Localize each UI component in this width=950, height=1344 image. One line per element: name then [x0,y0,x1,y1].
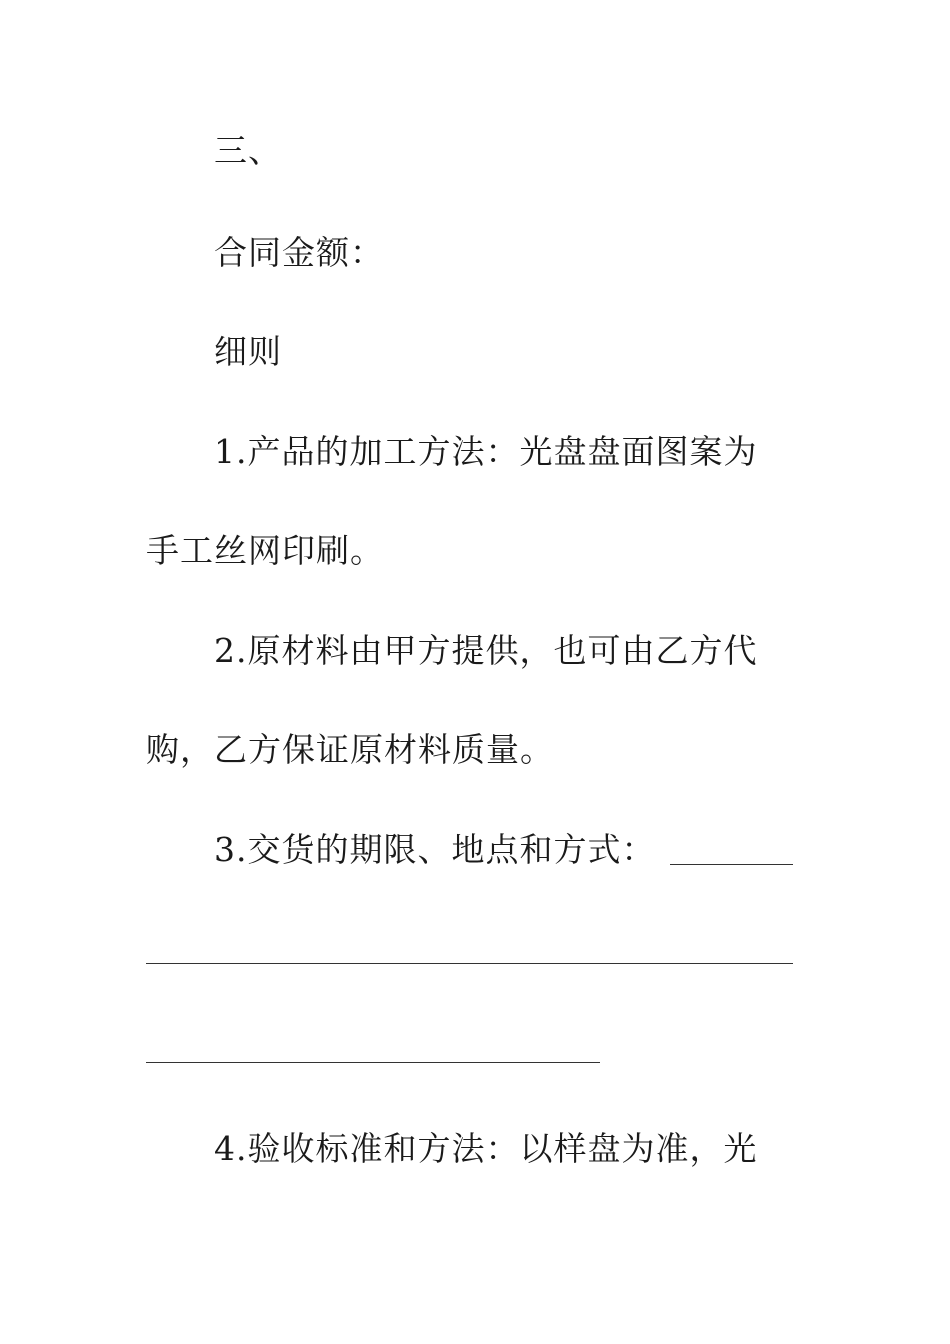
clause-2-line-2: 购，乙方保证原材料质量。 [146,730,554,769]
contract-amount-label: 合同金额： [214,233,384,272]
clause-3-blank-1 [670,864,793,865]
section-number: 三、 [214,131,282,170]
clause-1-line-1: 1.产品的加工方法：光盘盘面图案为 [214,432,758,471]
clause-3-text: 3.交货的期限、地点和方式： [214,830,656,869]
clause-3-line-1 [214,830,656,870]
clause-1-line-2: 手工丝网印刷。 [146,531,384,570]
clause-4-line-1: 4.验收标准和方法：以样盘为准，光 [214,1129,758,1168]
clause-2-line-1: 2.原材料由甲方提供，也可由乙方代 [214,631,758,670]
clause-3-blank-2 [146,963,793,964]
clause-3-blank-3 [146,1062,600,1063]
details-heading: 细则 [214,332,282,371]
